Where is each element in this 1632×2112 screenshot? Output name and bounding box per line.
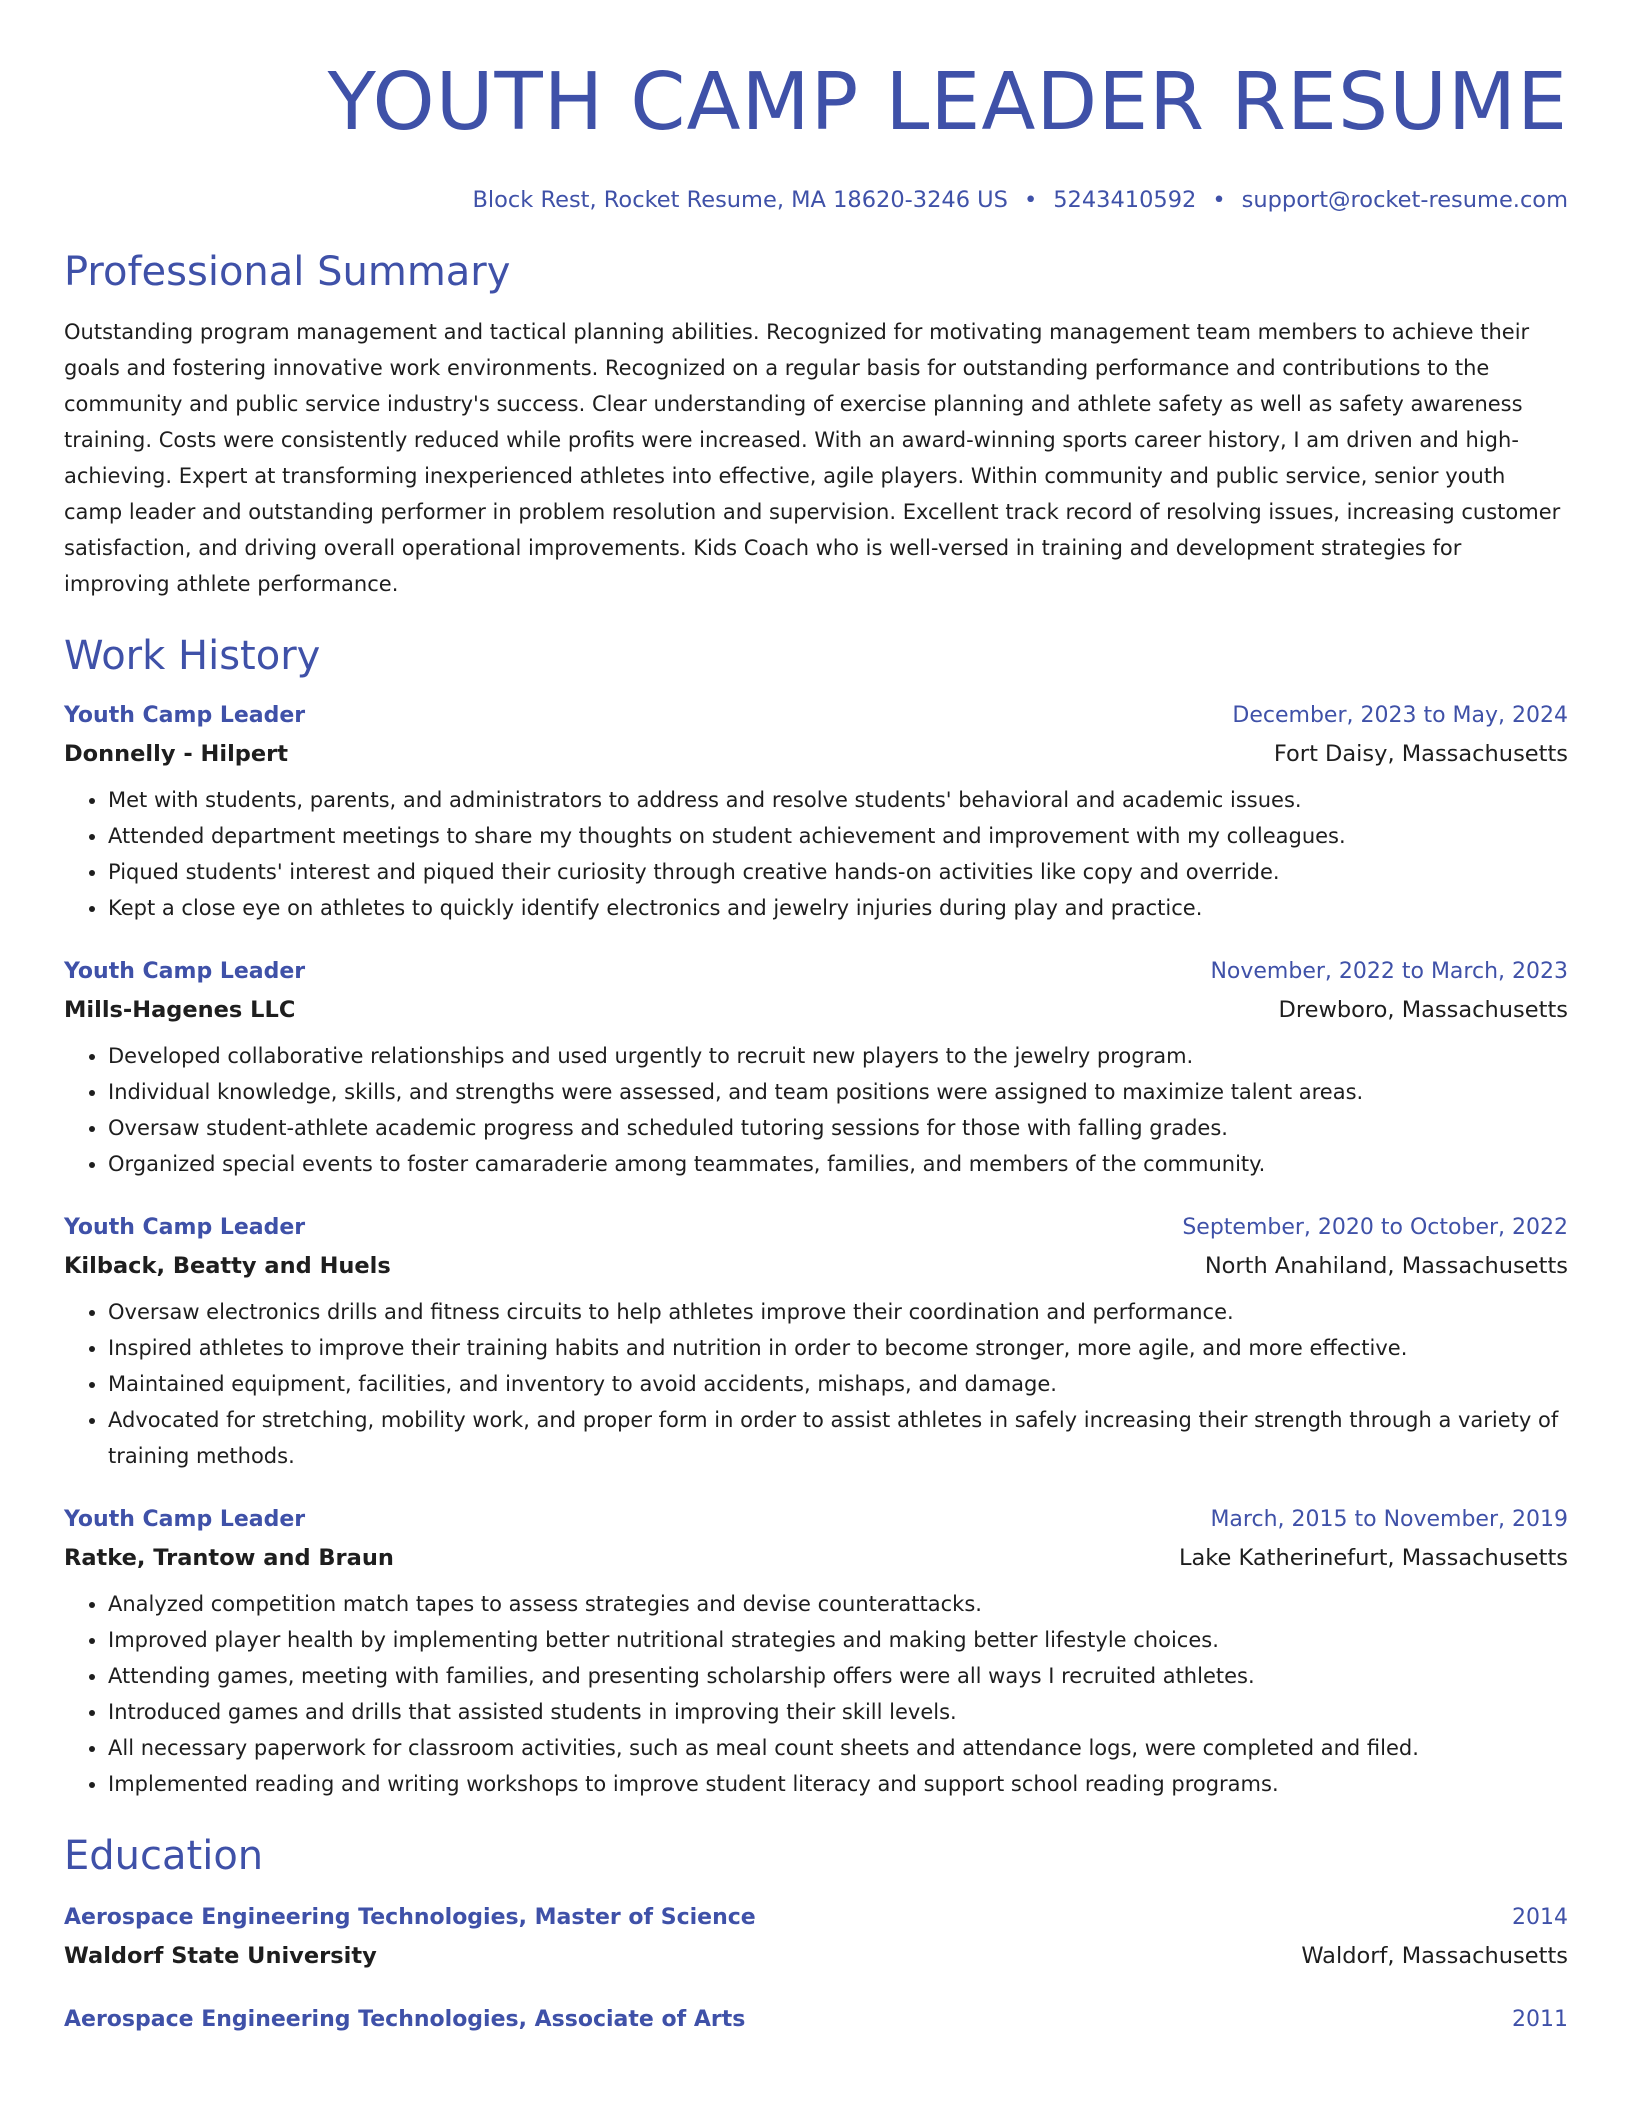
education-degree: Aerospace Engineering Technologies, Master of Science (64, 1905, 756, 1930)
contact-phone: 5243410592 (1053, 187, 1197, 213)
education-entry (64, 1900, 1568, 1976)
job-bullet: • Developed collaborative relationships and used urgently to recruit new players to the jewelry program. (108, 1038, 1568, 1074)
job-dates: March, 2015 to November, 2019 (1210, 1507, 1568, 1532)
education-school: Waldorf State University (64, 1943, 377, 1969)
job-company: Kilback, Beatty and Huels (64, 1253, 391, 1279)
job-dates: November, 2022 to March, 2023 (1210, 959, 1568, 984)
job-title: Youth Camp Leader (64, 703, 306, 728)
work-history-heading: Work History (64, 633, 321, 679)
job-bullets (64, 782, 1568, 926)
education-year: 2011 (1512, 2007, 1568, 2032)
job-bullets (64, 1294, 1568, 1474)
job-entry (64, 954, 1568, 1182)
contact-email[interactable]: support@rocket-resume.com (1241, 187, 1568, 213)
job-bullet: • Analyzed competition match tapes to assess strategies and devise counterattacks. (108, 1586, 1568, 1622)
job-bullet: • Kept a close eye on athletes to quickly identify electronics and jewelry injuries during play and practice. (108, 890, 1568, 926)
education-year: 2014 (1512, 1905, 1568, 1930)
job-bullet: • Attended department meetings to share my thoughts on student achievement and improvement with my colleagues. (108, 818, 1568, 854)
contact-line (64, 184, 1568, 216)
contact-separator: • (1212, 187, 1226, 213)
job-bullet: • Individual knowledge, skills, and strengths were assessed, and team positions were assigned to maximize talent areas. (108, 1074, 1568, 1110)
job-bullet: • Implemented reading and writing workshops to improve student literacy and support school reading programs. (108, 1766, 1568, 1802)
job-bullet: • Maintained equipment, facilities, and inventory to avoid accidents, mishaps, and damage. (108, 1366, 1568, 1402)
contact-separator: • (1023, 187, 1038, 213)
job-location: Lake Katherinefurt, Massachusetts (1178, 1545, 1568, 1571)
job-bullet: • Organized special events to foster camaraderie among teammates, families, and members of the community. (108, 1146, 1568, 1182)
job-bullet: • Inspired athletes to improve their training habits and nutrition in order to become stronger, more agile, and more effective. (108, 1330, 1568, 1366)
contact-address: Block Rest, Rocket Resume, MA 18620-3246 US (472, 187, 1008, 213)
job-entry (64, 1502, 1568, 1802)
work-history-list (64, 698, 1568, 1802)
education-location: Waldorf, Massachusetts (1301, 1943, 1568, 1969)
job-bullet: • All necessary paperwork for classroom activities, such as meal count sheets and attendance logs, were completed and filed. (108, 1730, 1568, 1766)
job-bullets (64, 1038, 1568, 1182)
job-title: Youth Camp Leader (64, 1507, 306, 1532)
job-bullet: • Advocated for stretching, mobility work, and proper form in order to assist athletes in safely increasing their strength through a variety of training methods. (108, 1402, 1568, 1474)
education-degree: Aerospace Engineering Technologies, Associate of Arts (64, 2007, 746, 2032)
job-bullet: • Piqued students' interest and piqued their curiosity through creative hands-on activities like copy and override. (108, 854, 1568, 890)
job-bullet: • Met with students, parents, and administrators to address and resolve students' behavioral and academic issues. (108, 782, 1568, 818)
job-bullets (64, 1586, 1568, 1802)
job-dates: December, 2023 to May, 2024 (1232, 703, 1568, 728)
summary-text: Outstanding program management and tactical planning abilities. Recognized for motivating management team members to achieve their goals and fostering innovative work environments. Recognized on a regular basis for outstanding performance and contributions to the community and public service industry's success. Clear understanding of exercise planning and athlete safety as well as safety awareness training. Costs were consistently reduced while profits were increased. With an award-winning sports career history, I am driven and high-achieving. Expert at transforming inexperienced athletes into effective, agile players. Within community and public service, senior youth camp leader and outstanding performer in problem resolution and supervision. Excellent track record of resolving issues, increasing customer satisfaction, and driving overall operational improvements. Kids Coach who is well-versed in training and development strategies for improving athlete performance. (64, 320, 1561, 596)
education-heading: Education (64, 1833, 264, 1879)
job-bullet: • Oversaw electronics drills and fitness circuits to help athletes improve their coordination and performance. (108, 1294, 1568, 1330)
job-location: Fort Daisy, Massachusetts (1273, 741, 1568, 767)
job-bullet: • Attending games, meeting with families, and presenting scholarship offers were all ways I recruited athletes. (108, 1658, 1568, 1694)
education-entry (64, 2002, 1568, 2038)
job-company: Ratke, Trantow and Braun (64, 1545, 394, 1571)
job-dates: September, 2020 to October, 2022 (1182, 1215, 1568, 1240)
job-title: Youth Camp Leader (64, 1215, 306, 1240)
resume-title: YOUTH CAMP LEADER RESUME (327, 56, 1568, 148)
job-entry (64, 698, 1568, 926)
job-bullet: • Improved player health by implementing better nutritional strategies and making better lifestyle choices. (108, 1622, 1568, 1658)
job-company: Mills-Hagenes LLC (64, 997, 296, 1023)
job-title: Youth Camp Leader (64, 959, 306, 984)
job-company: Donnelly - Hilpert (64, 741, 289, 767)
summary-heading: Professional Summary (64, 249, 511, 295)
job-location: North Anahiland, Massachusetts (1204, 1253, 1568, 1279)
job-location: Drewboro, Massachusetts (1278, 997, 1568, 1023)
job-bullet: • Oversaw student-athlete academic progress and scheduled tutoring sessions for those with falling grades. (108, 1110, 1568, 1146)
job-entry (64, 1210, 1568, 1474)
job-bullet: • Introduced games and drills that assisted students in improving their skill levels. (108, 1694, 1568, 1730)
